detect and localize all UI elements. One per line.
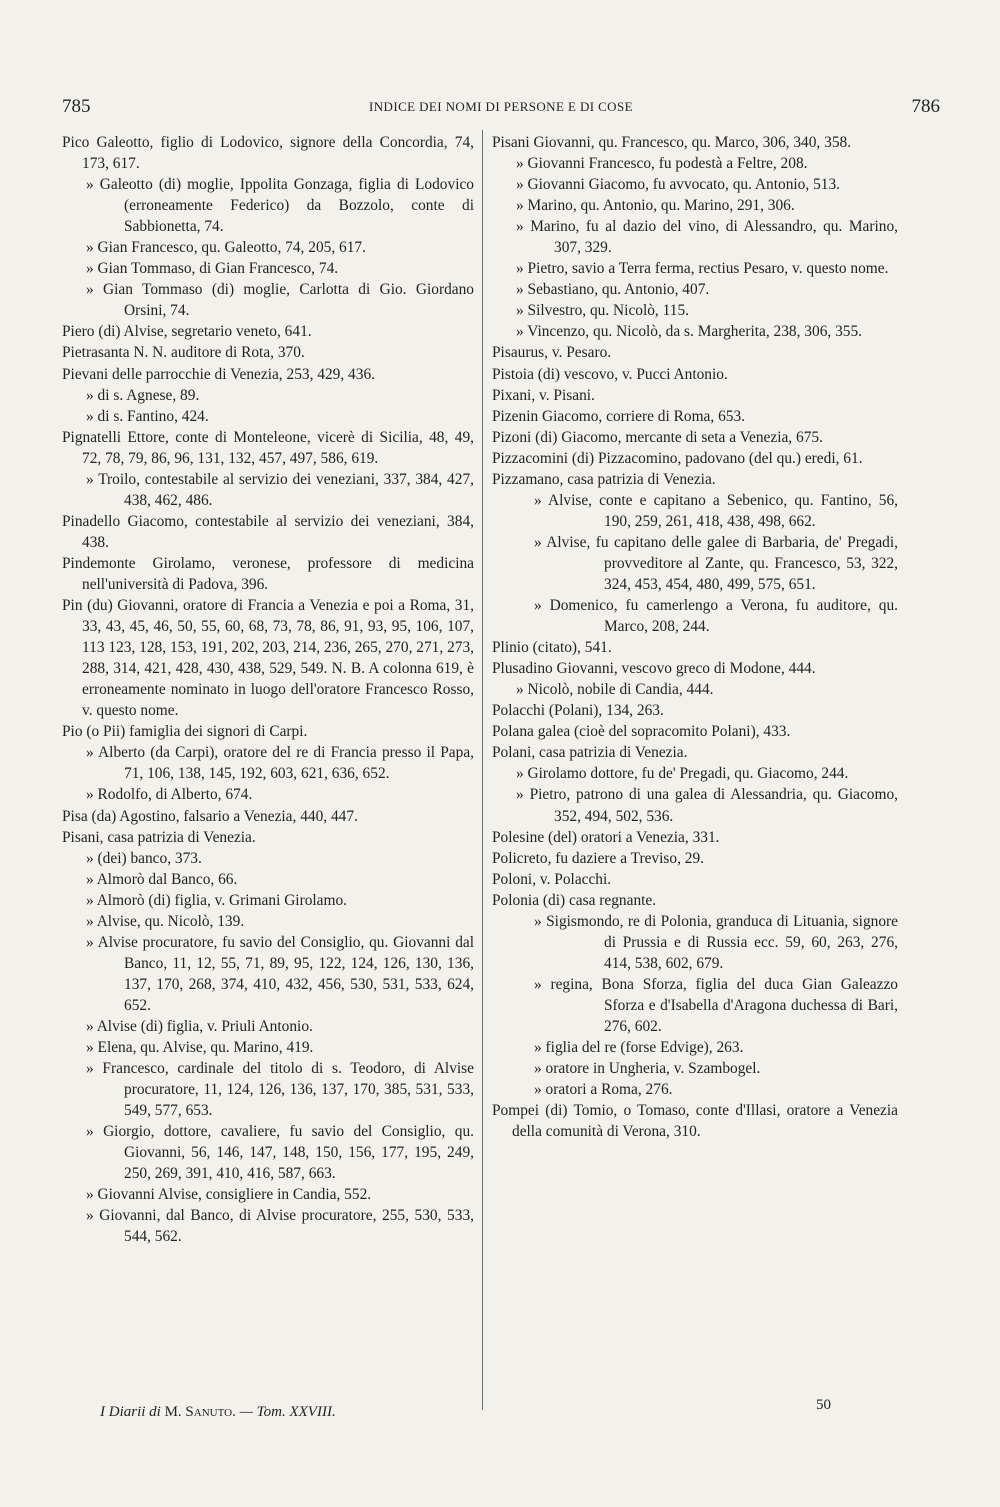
footer-series: I Diarii di — [100, 1404, 161, 1420]
index-subentry: » Gian Tommaso, di Gian Francesco, 74. — [86, 260, 339, 278]
index-entry: Pievani delle parrocchie di Venezia, 253, 429, 436. — [62, 365, 375, 383]
index-entry: Policreto, fu daziere a Treviso, 29. — [492, 849, 705, 867]
index-entry: Pistoia (di) vescovo, v. Pucci Antonio. — [492, 365, 728, 383]
index-column-right — [492, 132, 898, 1142]
index-entry: Pizzacomini (di) Pizzacomino, padovano (del qu.) eredi, 61. — [492, 449, 863, 467]
index-entry: Plinio (citato), 541. — [492, 639, 612, 657]
index-entry: Pompei (di) Tomio, o Tomaso, conte d'Illasi, oratore a Venezia della comunità di Verona, 310. — [492, 1102, 898, 1141]
index-entry: Polesine (del) oratori a Venezia, 331. — [492, 828, 720, 846]
index-entry: Pizoni (di) Giacomo, mercante di seta a Venezia, 675. — [492, 428, 823, 446]
index-entry: Pisa (da) Agostino, falsario a Venezia, 440, 447. — [62, 807, 358, 825]
index-subentry: » Alvise, conte e capitano a Sebenico, qu. Fantino, 56, 190, 259, 261, 418, 438, 498, 662. — [534, 491, 898, 530]
index-subentry: » Sebastiano, qu. Antonio, 407. — [516, 281, 710, 299]
index-entry: Polacchi (Polani), 134, 263. — [492, 702, 664, 720]
index-entry: Pico Galeotto, figlio di Lodovico, signore della Concordia, 74, 173, 617. — [62, 134, 474, 173]
index-subentry: » oratori a Roma, 276. — [534, 1081, 673, 1099]
index-subentry: » Vincenzo, qu. Nicolò, da s. Margherita, 238, 306, 355. — [516, 323, 863, 341]
index-subentry: » Marino, qu. Antonio, qu. Marino, 291, 306. — [516, 197, 795, 215]
index-subentry: » Pietro, patrono di una galea di Alessandria, qu. Giacomo, 352, 494, 502, 536. — [516, 786, 898, 825]
index-subentry: » Giovanni Francesco, fu podestà a Feltre, 208. — [516, 155, 808, 173]
index-entry: Pizzamano, casa patrizia di Venezia. — [492, 470, 716, 488]
page-number-right: 786 — [911, 96, 940, 117]
index-subentry: » Girolamo dottore, fu de' Pregadi, qu. Giacomo, 244. — [516, 765, 849, 783]
index-entry: Polani, casa patrizia di Venezia. — [492, 744, 688, 762]
page-header — [62, 96, 940, 124]
index-subentry: » oratore in Ungheria, v. Szambogel. — [534, 1060, 761, 1078]
index-entry: Pin (du) Giovanni, oratore di Francia a Venezia e poi a Roma, 31, 33, 43, 45, 46, 50, 55, 60, 68, 73, 78, 86, 91, 93, 95, 106, 107, 113 123, 128, 153, 191, 202, 203, 214, 236, 265, 270, 271, 273, 288, 314, 421, 428, 430, 438, 529, 549. N. B. A colonna 619, è erroneamente nominato in luogo dell'oratore Francesco Rosso, v. questo nome. — [62, 597, 474, 720]
index-subentry: » di s. Agnese, 89. — [86, 386, 200, 404]
index-entry: Pietrasanta N. N. auditore di Rota, 370. — [62, 344, 305, 362]
index-entry: Pisaurus, v. Pesaro. — [492, 344, 612, 362]
index-entry: Pisani, casa patrizia di Venezia. — [62, 828, 256, 846]
index-subentry: » figlia del re (forse Edvige), 263. — [534, 1039, 744, 1057]
index-entry: Pio (o Pii) famiglia dei signori di Carpi. — [62, 723, 308, 741]
index-entry: Polana galea (cioè del sopracomito Polani), 433. — [492, 723, 791, 741]
footer-dash: — — [239, 1404, 253, 1420]
index-subentry: » Nicolò, nobile di Candia, 444. — [516, 681, 714, 699]
index-entry: Pizenin Giacomo, corriere di Roma, 653. — [492, 407, 746, 425]
index-subentry: » Gian Francesco, qu. Galeotto, 74, 205, 617. — [86, 239, 366, 257]
index-subentry: » Silvestro, qu. Nicolò, 115. — [516, 302, 689, 320]
index-entry: Piero (di) Alvise, segretario veneto, 641. — [62, 323, 312, 341]
index-entry: Pinadello Giacomo, contestabile al servizio dei veneziani, 384, 438. — [62, 512, 474, 551]
index-subentry: » Almorò dal Banco, 66. — [86, 870, 238, 888]
index-entry: Poloni, v. Polacchi. — [492, 870, 612, 888]
footer-tome: Tom. XXVIII. — [256, 1404, 336, 1420]
index-subentry: » Marino, fu al dazio del vino, di Alessandro, qu. Marino, 307, 329. — [516, 218, 898, 257]
index-entry: Pisani Giovanni, qu. Francesco, qu. Marco, 306, 340, 358. — [492, 134, 852, 151]
index-subentry: » Alvise, fu capitano delle galee di Barbaria, de' Pregadi, provveditore al Zante, qu. Francesco, 53, 322, 324, 453, 454, 480, 499, 575, 651. — [534, 533, 898, 593]
index-subentry: » Giovanni, dal Banco, di Alvise procuratore, 255, 530, 533, 544, 562. — [86, 1207, 474, 1246]
index-entry: Pignatelli Ettore, conte di Monteleone, vicerè di Sicilia, 48, 49, 72, 78, 79, 86, 96, 131, 132, 457, 497, 586, 619. — [62, 428, 474, 467]
column-divider — [482, 130, 483, 1410]
index-entry: Polonia (di) casa regnante. — [492, 891, 657, 909]
index-subentry: » Troilo, contestabile al servizio dei veneziani, 337, 384, 427, 438, 462, 486. — [86, 470, 474, 509]
index-subentry: » Alvise (di) figlia, v. Priuli Antonio. — [86, 1017, 313, 1035]
page-footer — [100, 1404, 336, 1421]
index-subentry: » (dei) banco, 373. — [86, 849, 202, 867]
index-subentry: » Sigismondo, re di Polonia, granduca di Lituania, signore di Prussia e di Russia ecc. 59, 60, 263, 276, 414, 538, 602, 679. — [534, 912, 898, 972]
index-subentry: » Alberto (da Carpi), oratore del re di Francia presso il Papa, 71, 106, 138, 145, 192, 603, 621, 636, 652. — [86, 744, 474, 783]
index-subentry: » Rodolfo, di Alberto, 674. — [86, 786, 253, 804]
index-entry: Pindemonte Girolamo, veronese, professore di medicina nell'università di Padova, 396. — [62, 554, 474, 593]
index-subentry: » Alvise procuratore, fu savio del Consiglio, qu. Giovanni dal Banco, 11, 12, 55, 71, 89, 95, 122, 124, 126, 130, 136, 137, 170, 268, 374, 410, 432, 456, 530, 531, 533, 624, 652. — [86, 933, 474, 1014]
index-subentry: » di s. Fantino, 424. — [86, 407, 209, 425]
index-subentry: » Galeotto (di) moglie, Ippolita Gonzaga, figlia di Lodovico (erroneamente Federico) da Bozzolo, conte di Sabbionetta, 74. — [86, 176, 474, 236]
index-subentry: » Gian Tommaso (di) moglie, Carlotta di Gio. Giordano Orsini, 74. — [86, 281, 474, 320]
index-subentry: » Almorò (di) figlia, v. Grimani Girolamo. — [86, 891, 348, 909]
index-subentry: » Elena, qu. Alvise, qu. Marino, 419. — [86, 1039, 314, 1057]
page-number-left: 785 — [62, 96, 91, 117]
index-entry: Pixani, v. Pisani. — [492, 386, 595, 404]
index-subentry: » Domenico, fu camerlengo a Verona, fu auditore, qu. Marco, 208, 244. — [534, 597, 898, 636]
index-subentry: » regina, Bona Sforza, figlia del duca Gian Galeazzo Sforza e d'Isabella d'Aragona duchessa di Bari, 276, 602. — [534, 975, 898, 1035]
index-subentry: » Pietro, savio a Terra ferma, rectius Pesaro, v. questo nome. — [516, 260, 889, 278]
index-column-left — [62, 132, 474, 1247]
index-subentry: » Giorgio, dottore, cavaliere, fu savio del Consiglio, qu. Giovanni, 56, 146, 147, 148, 150, 156, 177, 195, 249, 250, 269, 391, 410, 416, 587, 663. — [86, 1123, 474, 1183]
signature-mark: 50 — [816, 1397, 831, 1413]
index-subentry: » Francesco, cardinale del titolo di s. Teodoro, di Alvise procuratore, 11, 124, 126, 136, 137, 170, 385, 531, 533, 549, 577, 653. — [86, 1060, 474, 1120]
footer-author: M. Sanuto. — [164, 1404, 236, 1420]
index-entry: Plusadino Giovanni, vescovo greco di Modone, 444. — [492, 660, 816, 678]
index-subentry: » Giovanni Alvise, consigliere in Candia, 552. — [86, 1186, 372, 1204]
index-subentry: » Giovanni Giacomo, fu avvocato, qu. Antonio, 513. — [516, 176, 841, 194]
running-title: INDICE DEI NOMI DI PERSONE E DI COSE — [369, 99, 633, 114]
index-subentry: » Alvise, qu. Nicolò, 139. — [86, 912, 245, 930]
